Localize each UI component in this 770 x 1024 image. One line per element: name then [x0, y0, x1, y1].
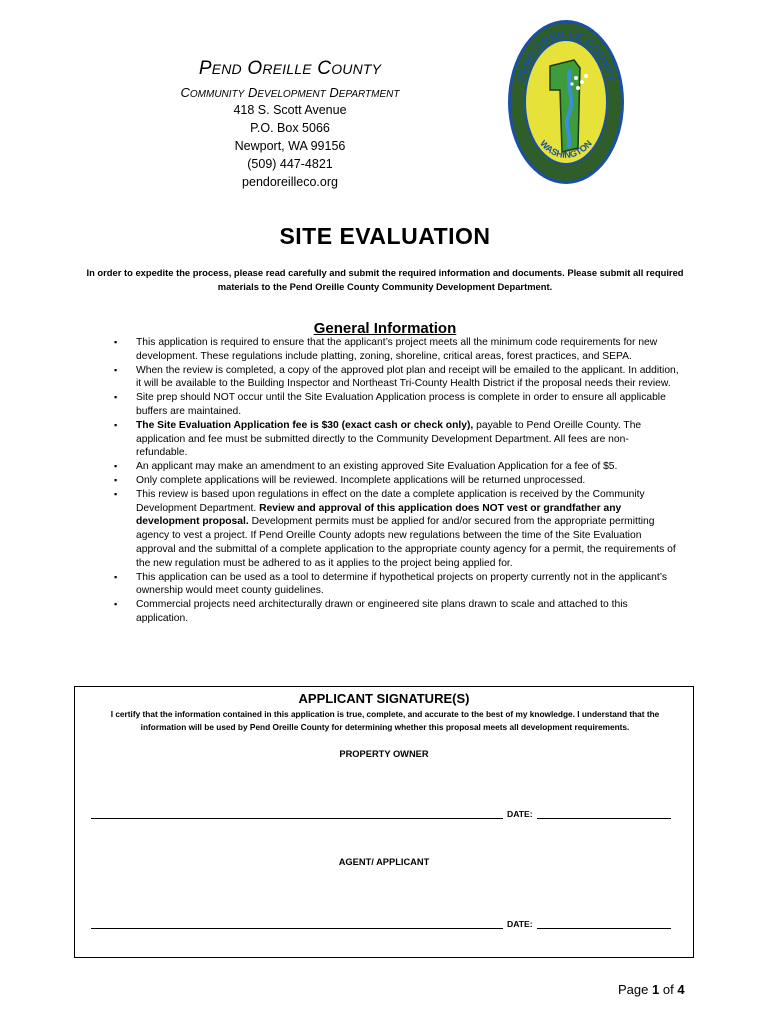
address-po-box: P.O. Box 5066 [250, 121, 330, 135]
general-information-heading: General Information [313, 320, 457, 337]
signature-box [74, 686, 694, 958]
list-item: ▪ When the review is completed, a copy of the approved plot plan and receipt will be emailed to the applicant. In addition, it will be available to the Building Inspector and Northeast Tri-County Health District if the proposal needs their review. [112, 364, 680, 392]
address-website: pendoreilleco.org [242, 175, 338, 189]
county-seal-logo [506, 18, 626, 186]
owner-date-label: DATE: [507, 809, 533, 819]
address-city: Newport, WA 99156 [234, 139, 346, 153]
seal-bottom-text: WASHINGTON [538, 138, 594, 161]
county-header [160, 52, 420, 191]
list-item: ▪ Only complete applications will be reviewed. Incomplete applications will be returned unprocessed. [112, 474, 680, 488]
address-street: 418 S. Scott Avenue [233, 103, 347, 117]
certification-text: I certify that the information contained in this application is true, complete, and accurate to the best of my knowledge. I understand that the information will be used by Pend Oreille County for determining whether this proposal meets all development requirements. [110, 709, 660, 732]
agent-signature-row [91, 919, 679, 929]
list-item: ▪ The Site Evaluation Application fee is $30 (exact cash or check only), payable to Pend Oreille County. The application and fee must be submitted directly to the Community Development Department. All fees are non-refundable. [112, 419, 680, 460]
page-number: Page 1 of 4 [618, 982, 685, 997]
address-phone: (509) 447-4821 [247, 157, 333, 171]
seal-top-text: PEND OREILLE COUNTY [515, 28, 617, 83]
owner-date-line[interactable] [537, 810, 671, 819]
list-item: ▪ Commercial projects need architecturally drawn or engineered site plans drawn to scale and attached to this application. [112, 598, 680, 626]
signature-heading: APPLICANT SIGNATURE(S) [298, 691, 470, 706]
agent-date-label: DATE: [507, 919, 533, 929]
county-name: PEND OREILLE COUNTY [198, 58, 382, 79]
owner-signature-line[interactable] [91, 810, 503, 819]
address-block [160, 101, 420, 191]
page-title: SITE EVALUATION [279, 223, 491, 249]
list-item: ▪ This review is based upon regulations in effect on the date a complete application is received by the Community Development Department. Review and approval of this application does NOT vest or grandfather any development proposal. Development permits must be applied for and/or secured from the appropriate permitting agency to vest a project. If Pend Oreille County adopts new regulations between the time of the Site Evaluation approval and the submittal of a complete application to the appropriate county agency for a permit, the requirements of the new regulation must be adhered to as it applies to the project being applied for. [112, 488, 680, 571]
property-owner-label: PROPERTY OWNER [339, 749, 429, 759]
owner-signature-row [91, 809, 679, 819]
list-item: ▪ An applicant may make an amendment to an existing approved Site Evaluation Application for a fee of $5. [112, 460, 680, 474]
list-item: ▪ This application can be used as a tool to determine if hypothetical projects on property currently not in the applicant’s ownership would meet county guidelines. [112, 571, 680, 599]
general-information-list [112, 336, 680, 626]
agent-applicant-label: AGENT/ APPLICANT [338, 857, 430, 867]
list-item: ▪ This application is required to ensure that the applicant’s project meets all the minimum code requirements for new development. These regulations include platting, zoning, shoreline, critical areas, forest practices, and SEPA. [112, 336, 680, 364]
list-item: ▪ Site prep should NOT occur until the Site Evaluation Application process is complete in order to ensure all applicable buffers are maintained. [112, 391, 680, 419]
agent-date-line[interactable] [537, 920, 671, 929]
department-name: COMMUNITY DEVELOPMENT DEPARTMENT [180, 85, 400, 100]
intro-text: In order to expedite the process, please read carefully and submit the required information and documents. Please submit all required materials to the Pend Oreille County Community Development Department. [86, 267, 684, 292]
agent-signature-line[interactable] [91, 920, 503, 929]
